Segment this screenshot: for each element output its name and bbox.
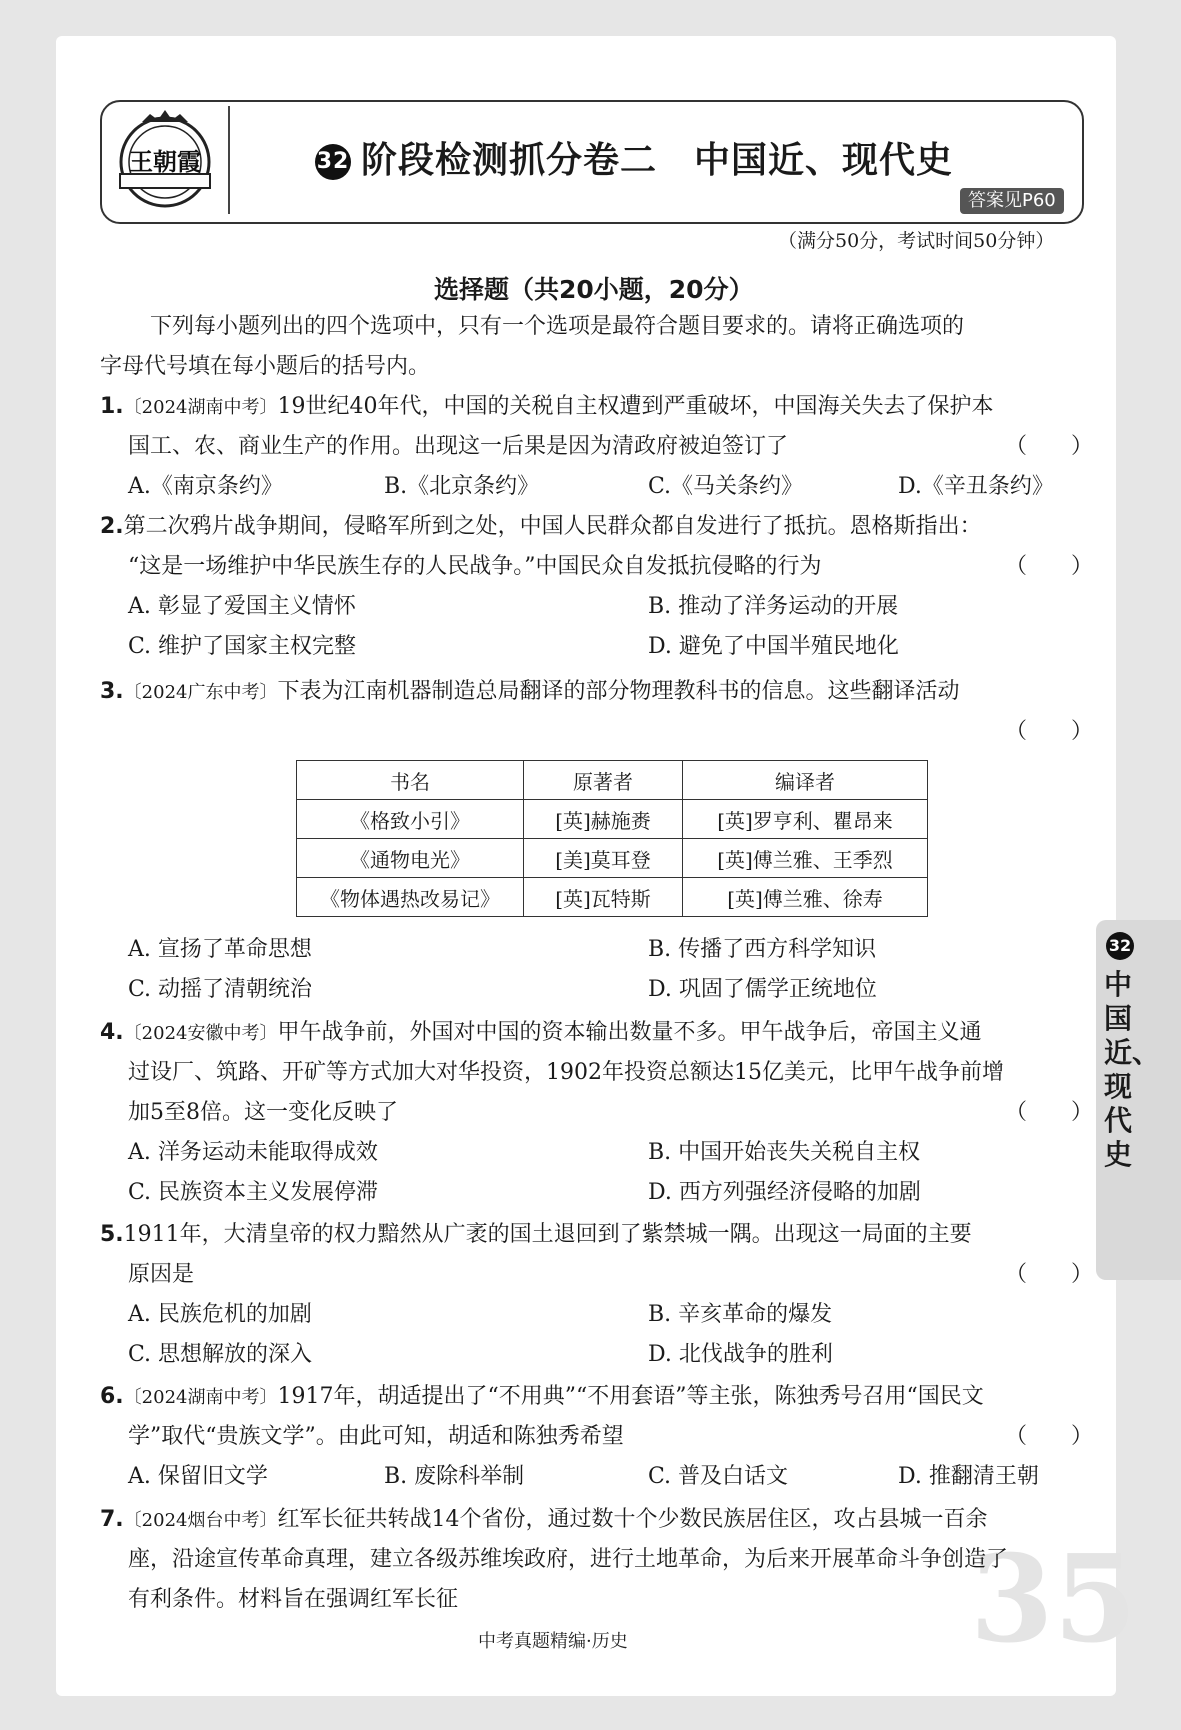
question-2-line-2: “这是一场维护中华民族生存的人民战争。”中国民众自发抵抗侵略的行为 [128,554,822,579]
question-4 [100,1018,982,1049]
option-c: C. 民族资本主义发展停滞 [128,1180,379,1205]
chapter-number-badge: 32 [1106,932,1134,960]
option-a: A. 宣扬了革命思想 [128,937,312,962]
question-number: 3. [100,679,124,704]
option-c: C. 维护了国家主权完整 [128,634,357,659]
answer-blank[interactable]: （ ） [1005,1262,1094,1287]
question-text: 下表为江南机器制造总局翻译的部分物理教科书的信息。这些翻译活动 [277,679,960,704]
option-a: A. 洋务运动未能取得成效 [128,1140,378,1165]
option-b: B. 废除科举制 [384,1464,525,1489]
section-title: 选择题（共20小题，20分） [434,275,754,304]
table-cell: [英]傅兰雅、王季烈 [683,839,928,878]
table-cell: [美]莫耳登 [524,839,683,878]
chapter-side-tab[interactable] [1096,920,1181,1280]
option-c: C. 思想解放的深入 [128,1342,313,1367]
option-b: B. 传播了西方科学知识 [648,937,877,962]
table-row [297,800,928,839]
chapter-tab-label: 中国近、现代史 [1104,968,1161,1171]
table-header: 书名 [297,761,524,800]
question-1 [100,392,993,423]
table-header-row [297,761,928,800]
title-text: 阶段检测抓分卷二 中国近、现代史 [361,140,954,181]
option-d: D. 避免了中国半殖民地化 [648,634,899,659]
question-source: 〔2024广东中考〕 [123,682,278,703]
question-text: 红军长征共转战14个省份，通过数十个少数民族居住区，攻占县城一百余 [277,1507,988,1532]
answer-blank[interactable]: （ ） [1005,1424,1094,1449]
option-d: D. 巩固了儒学正统地位 [648,977,877,1002]
logo-text: 王朝霞 [129,147,201,176]
answer-blank[interactable]: （ ） [1005,554,1094,579]
question-7 [100,1505,987,1536]
footer: 中考真题精编·历史 [478,1631,628,1652]
question-number: 6. [100,1384,124,1409]
question-text: 第二次鸦片战争期间，侵略军所到之处，中国人民群众都自发进行了抵抗。恩格斯指出： [123,514,982,539]
question-number: 7. [100,1507,124,1532]
option-b: B. 中国开始丧失关税自主权 [648,1140,921,1165]
question-4-line-3: 加5至8倍。这一变化反映了 [128,1100,398,1125]
question-source: 〔2024烟台中考〕 [123,1510,278,1531]
question-1-line-2: 国工、农、商业生产的作用。出现这一后果是因为清政府被迫签订了 [128,434,789,459]
question-number: 5. [100,1222,124,1247]
question-2 [100,512,982,542]
option-c: C. 动摇了清朝统治 [128,977,313,1002]
instruction-line-1: 下列每小题列出的四个选项中，只有一个选项是最符合题目要求的。请将正确选项的 [150,314,965,339]
question-6-line-2: 学”取代“贵族文学”。由此可知，胡适和陈独秀希望 [128,1424,624,1449]
table-header: 原著者 [524,761,683,800]
question-text: 19世纪40年代，中国的关税自主权遭到严重破坏，中国海关失去了保护本 [277,394,994,419]
option-d: D. 西方列强经济侵略的加剧 [648,1180,921,1205]
option-b: B. 推动了洋务运动的开展 [648,594,899,619]
question-source: 〔2024湖南中考〕 [123,397,278,418]
book-table [296,760,928,917]
question-5 [100,1220,972,1250]
answer-blank[interactable]: （ ） [1005,434,1094,459]
logo [112,104,218,216]
option-b: B.《北京条约》 [384,474,540,499]
option-a: A. 民族危机的加剧 [128,1302,312,1327]
option-d: D. 推翻清王朝 [898,1464,1039,1489]
option-d: D. 北伐战争的胜利 [648,1342,833,1367]
question-7-line-2: 座，沿途宣传革命真理，建立各级苏维埃政府，进行土地革命，为后来开展革命斗争创造了 [128,1547,1009,1572]
table-cell: 《物体遇热改易记》 [297,878,524,917]
title-number-badge: 32 [315,144,351,180]
option-a: A.《南京条约》 [128,474,283,499]
question-text: 甲午战争前，外国对中国的资本输出数量不多。甲午战争后，帝国主义通 [277,1020,982,1045]
question-source: 〔2024湖南中考〕 [123,1387,278,1408]
question-text: 1917年，胡适提出了“不用典”“不用套语”等主张，陈独秀号召用“国民文 [277,1384,984,1409]
table-cell: [英]傅兰雅、徐寿 [683,878,928,917]
question-5-line-2: 原因是 [128,1262,195,1287]
question-6 [100,1382,984,1413]
question-number: 2. [100,514,124,539]
table-cell: [英]罗亨利、瞿昂来 [683,800,928,839]
question-number: 1. [100,394,124,419]
table-cell: [英]赫施赉 [524,800,683,839]
option-a: A. 保留旧文学 [128,1464,268,1489]
table-row [297,878,928,917]
question-text: 1911年，大清皇帝的权力黯然从广袤的国土退回到了紫禁城一隅。出现这一局面的主要 [123,1222,972,1247]
question-3 [100,677,960,708]
option-d: D.《辛丑条约》 [898,474,1054,499]
question-4-line-2: 过设厂、筑路、开矿等方式加大对华投资，1902年投资总额达15亿美元，比甲午战争前增 [128,1060,1004,1085]
question-source: 〔2024安徽中考〕 [123,1023,278,1044]
option-c: C. 普及白话文 [648,1464,789,1489]
table-cell: 《格致小引》 [297,800,524,839]
exam-info: （满分50分，考试时间50分钟） [778,230,1055,252]
instruction-line-2: 字母代号填在每小题后的括号内。 [100,354,431,379]
answer-reference: 答案见P60 [960,188,1064,214]
answer-blank[interactable]: （ ） [1005,719,1094,744]
option-a: A. 彰显了爱国主义情怀 [128,594,356,619]
question-number: 4. [100,1020,124,1045]
page-number: 35 [970,1529,1137,1670]
page-title [315,132,953,183]
table-cell: 《通物电光》 [297,839,524,878]
table-cell: [英]瓦特斯 [524,878,683,917]
option-b: B. 辛亥革命的爆发 [648,1302,833,1327]
table-row [297,839,928,878]
header-divider [228,106,230,214]
answer-blank[interactable]: （ ） [1005,1100,1094,1125]
question-7-line-3: 有利条件。材料旨在强调红军长征 [128,1587,459,1612]
option-c: C.《马关条约》 [648,474,804,499]
table-header: 编译者 [683,761,928,800]
